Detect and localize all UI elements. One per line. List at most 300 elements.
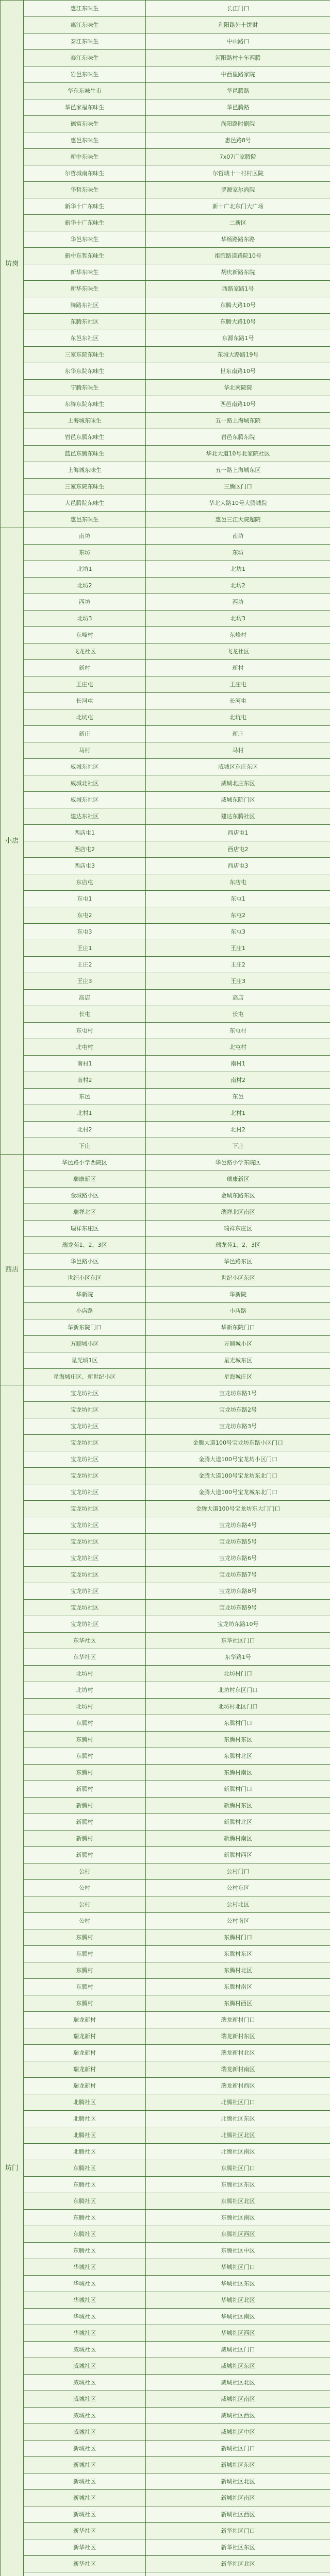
location-cell: 东腾村北区 — [146, 1748, 330, 1765]
area-cell: 长屯 — [24, 1006, 146, 1023]
area-cell: 北坊村 — [24, 1699, 146, 1715]
table-row — [1, 264, 330, 281]
table-row — [1, 149, 330, 165]
table-row — [1, 874, 330, 891]
area-cell: 南村1 — [24, 1056, 146, 1072]
area-cell: 威城社区 — [24, 2358, 146, 2375]
table-row — [1, 841, 330, 858]
location-cell: 尚阳路时刷院 — [146, 116, 330, 132]
table-row — [1, 1880, 330, 1896]
table-row — [1, 940, 330, 957]
table-row — [1, 1715, 330, 1732]
area-cell: 泰江东味生 — [24, 50, 146, 66]
location-cell: 华城社区门口 — [146, 2259, 330, 2276]
location-cell: 华北南院院 — [146, 380, 330, 396]
table-row — [1, 1468, 330, 1484]
table-row — [1, 2424, 330, 2441]
area-cell: 威城社区 — [24, 2408, 146, 2424]
location-cell: 祖院路道路院10号 — [146, 248, 330, 264]
location-cell: 小店路 — [146, 1303, 330, 1319]
table-row — [1, 2342, 330, 2358]
location-cell: 新腾村门口 — [146, 1781, 330, 1798]
area-cell: 东腾社区 — [24, 2177, 146, 2193]
location-cell: 东华社区门口 — [146, 1633, 330, 1649]
table-row — [1, 1847, 330, 1863]
location-cell: 华杨路路东路 — [146, 231, 330, 248]
area-cell: 新村 — [24, 660, 146, 676]
area-cell: 东腾村 — [24, 1962, 146, 1979]
location-cell: 东腾村南区 — [146, 1979, 330, 1995]
area-cell: 华新东院门口 — [24, 1319, 146, 1336]
table-row — [1, 462, 330, 479]
table-row — [1, 50, 330, 66]
area-cell: 北坊1 — [24, 561, 146, 578]
area-cell: 宝龙坊社区 — [24, 1550, 146, 1567]
location-cell: 新华社区北区 — [146, 2556, 330, 2572]
area-cell: 惠邑东味生 — [24, 132, 146, 149]
table-row — [1, 330, 330, 347]
table-row — [1, 1616, 330, 1633]
table-row — [1, 578, 330, 594]
location-cell: 金腾大道100号宝龙坊小区门口 — [146, 1451, 330, 1468]
area-cell: 东店屯 — [24, 874, 146, 891]
location-cell: 金腾大道100号宝龙坊东路小区门口 — [146, 1435, 330, 1451]
area-cell: 上海城东味生 — [24, 413, 146, 429]
table-row — [1, 957, 330, 973]
area-cell: 华新院 — [24, 1286, 146, 1303]
area-cell: 西店屯1 — [24, 825, 146, 841]
area-cell: 宝龙坊社区 — [24, 1385, 146, 1402]
area-cell: 北村1 — [24, 1105, 146, 1122]
table-row — [1, 1666, 330, 1682]
table-row — [1, 281, 330, 297]
area-cell: 宝龙坊社区 — [24, 1616, 146, 1633]
table-row — [1, 891, 330, 907]
area-cell: 新华东味生 — [24, 281, 146, 297]
area-cell: 西店屯3 — [24, 858, 146, 874]
location-cell: 世纪小区东区 — [146, 1270, 330, 1286]
table-row — [1, 1863, 330, 1880]
table-row — [1, 2045, 330, 2061]
location-cell: 东腾社区中区 — [146, 2243, 330, 2259]
table-row — [1, 2309, 330, 2325]
table-row — [1, 1600, 330, 1616]
location-cell: 北坊3 — [146, 611, 330, 627]
area-cell: 东腾社区 — [24, 2243, 146, 2259]
area-cell: 东华东院东味生 — [24, 363, 146, 380]
table-row — [1, 528, 330, 545]
area-cell: 宝龙坊社区 — [24, 1402, 146, 1418]
area-cell: 新庄 — [24, 726, 146, 742]
area-cell: 东腾村 — [24, 1929, 146, 1946]
location-cell: 万顺城小区 — [146, 1336, 330, 1352]
area-cell: 宝龙坊社区 — [24, 1451, 146, 1468]
area-cell: 威城社区 — [24, 2375, 146, 2391]
table-row — [1, 1204, 330, 1221]
location-cell: 东腾大路10号 — [146, 297, 330, 314]
location-cell: 北坊村门口 — [146, 1666, 330, 1682]
area-cell: 公村 — [24, 1880, 146, 1896]
location-cell: 东腾村门口 — [146, 1929, 330, 1946]
table-row — [1, 66, 330, 83]
table-row — [1, 792, 330, 808]
area-cell: 北坊3 — [24, 611, 146, 627]
table-row — [1, 1699, 330, 1715]
table-row — [1, 1798, 330, 1814]
table-row — [1, 1567, 330, 1583]
area-cell: 宝龙坊社区 — [24, 1583, 146, 1600]
table-row — [1, 676, 330, 693]
table-row — [1, 2028, 330, 2045]
area-cell: 瑞龙新村 — [24, 2078, 146, 2094]
location-cell: 北坊1 — [146, 561, 330, 578]
location-cell: 瑞祥东庄区 — [146, 1221, 330, 1237]
table-row — [1, 2111, 330, 2127]
area-cell: 新腾村 — [24, 1814, 146, 1831]
area-cell: 新中东味生 — [24, 149, 146, 165]
location-cell: 华新院 — [146, 1286, 330, 1303]
location-cell: 东腾社区门口 — [146, 2160, 330, 2177]
location-cell: 东腾村西区 — [146, 1995, 330, 2012]
area-cell: 东腾村 — [24, 1979, 146, 1995]
area-cell: 北腾社区 — [24, 2127, 146, 2144]
location-cell: 华城社区南区 — [146, 2309, 330, 2325]
table-row — [1, 1765, 330, 1781]
location-cell: 北坊2 — [146, 578, 330, 594]
area-cell: 公村 — [24, 1863, 146, 1880]
area-cell: 东腾社区 — [24, 2226, 146, 2243]
area-cell: 华城社区 — [24, 2259, 146, 2276]
area-cell: 华城社区 — [24, 2325, 146, 2342]
location-cell: 西店屯3 — [146, 858, 330, 874]
area-cell: 王庄1 — [24, 940, 146, 957]
location-cell: 长江门口 — [146, 1, 330, 17]
location-cell: 飞龙社区 — [146, 643, 330, 660]
area-cell: 东腾村 — [24, 1995, 146, 2012]
area-cell: 宝龙坊社区 — [24, 1534, 146, 1550]
location-cell: 王庄屯 — [146, 676, 330, 693]
table-row — [1, 2210, 330, 2226]
table-row — [1, 1056, 330, 1072]
location-cell: 威城社区北区 — [146, 2375, 330, 2391]
location-cell: 东屯1 — [146, 891, 330, 907]
location-cell: 东屯2 — [146, 907, 330, 924]
location-cell: 宝龙坊东路3号 — [146, 1418, 330, 1435]
table-row — [1, 2325, 330, 2342]
table-row — [1, 2457, 330, 2473]
area-cell: 宝龙坊社区 — [24, 1484, 146, 1501]
location-cell: 东腾大路10号 — [146, 314, 330, 330]
location-cell: 华北大路10号大腾城院 — [146, 495, 330, 512]
table-row — [1, 1929, 330, 1946]
location-cell: 中西里路家院 — [146, 66, 330, 83]
location-cell: 罗源家尔尚院 — [146, 182, 330, 198]
location-cell: 东店屯 — [146, 874, 330, 891]
location-cell: 河阳路村十年西腾 — [146, 50, 330, 66]
location-cell: 金腾大道100号宝龙坊东大门门口 — [146, 1501, 330, 1517]
location-cell: 华邑路东区 — [146, 1253, 330, 1270]
area-cell: 北坑屯 — [24, 709, 146, 726]
table-row — [1, 17, 330, 33]
location-cell: 星光城东区 — [146, 1352, 330, 1369]
table-row — [1, 2441, 330, 2457]
area-cell: 惠江东味生 — [24, 17, 146, 33]
table-row — [1, 2556, 330, 2572]
location-cell: 瑞龙新村门口 — [146, 2012, 330, 2028]
table-row — [1, 2226, 330, 2243]
table-row — [1, 2177, 330, 2193]
location-cell: 东坊 — [146, 545, 330, 561]
table-row — [1, 545, 330, 561]
table-row — [1, 2243, 330, 2259]
area-cell: 瑞龙新村 — [24, 2012, 146, 2028]
table-row — [1, 1369, 330, 1385]
table-row — [1, 808, 330, 825]
area-cell: 北村2 — [24, 1122, 146, 1138]
table-row — [1, 231, 330, 248]
area-cell: 新腾村 — [24, 1798, 146, 1814]
area-cell: 金城路小区 — [24, 1188, 146, 1204]
area-cell: 新华十广东味生 — [24, 215, 146, 231]
location-cell: 华邑腾路 — [146, 83, 330, 99]
table-row — [1, 643, 330, 660]
area-cell — [24, 2572, 146, 2576]
location-cell: 北腾社区东区 — [146, 2111, 330, 2127]
area-cell: 新中东哲东味生 — [24, 248, 146, 264]
district-cell: 西店 — [1, 1155, 24, 1385]
area-cell: 东屯2 — [24, 907, 146, 924]
location-cell: 东腾社区东区 — [146, 2177, 330, 2193]
area-cell: 东华社区 — [24, 1649, 146, 1666]
location-cell: 新城社区门口 — [146, 2441, 330, 2457]
location-cell: 东屯3 — [146, 924, 330, 940]
table-row — [1, 248, 330, 264]
table-row — [1, 2193, 330, 2210]
area-cell: 王庄3 — [24, 973, 146, 990]
area-cell: 马村 — [24, 742, 146, 759]
table-row — [1, 973, 330, 990]
table-row — [1, 1451, 330, 1468]
table-row — [1, 742, 330, 759]
area-cell: 东腾村 — [24, 1946, 146, 1962]
location-cell: 胡庆新路东院 — [146, 264, 330, 281]
table-row — [1, 825, 330, 841]
area-cell: 惠邑东味生 — [24, 512, 146, 528]
area-cell: 新华社区 — [24, 2523, 146, 2539]
location-cell: 瑞龙新村东区 — [146, 2028, 330, 2045]
area-cell: 华邑东味生 — [24, 231, 146, 248]
table-row — [1, 1303, 330, 1319]
table-row — [1, 2012, 330, 2028]
location-cell: 东腾村东区 — [146, 1946, 330, 1962]
location-cell: 威城社区南区 — [146, 2391, 330, 2408]
table-row — [1, 1435, 330, 1451]
table-row — [1, 1946, 330, 1962]
table-row — [1, 1913, 330, 1929]
location-cell: 7x07广家腾院 — [146, 149, 330, 165]
location-cell: 王庄2 — [146, 957, 330, 973]
location-cell: 东腾社区北区 — [146, 2193, 330, 2210]
location-cell: 南坊 — [146, 528, 330, 545]
area-cell: 三室东院东味生 — [24, 347, 146, 363]
location-cell: 公村东区 — [146, 1880, 330, 1896]
table-row — [1, 1402, 330, 1418]
table-row — [1, 182, 330, 198]
location-cell: 瑞龙新村南区 — [146, 2061, 330, 2078]
location-cell: 新十广北东门大广场 — [146, 198, 330, 215]
table-row — [1, 446, 330, 462]
location-cell: 新庄 — [146, 726, 330, 742]
table-row — [1, 83, 330, 99]
area-cell: 王庄屯 — [24, 676, 146, 693]
location-cell: 北村2 — [146, 1122, 330, 1138]
table-row — [1, 1039, 330, 1056]
area-cell: 公村 — [24, 1896, 146, 1913]
area-cell: 瑞祥东庄区 — [24, 1221, 146, 1237]
area-cell: 新腾村 — [24, 1831, 146, 1847]
table-row — [1, 660, 330, 676]
location-cell: 金腾大道100号宝龙坊东北门口 — [146, 1468, 330, 1484]
table-row — [1, 1072, 330, 1089]
location-cell: 王庄1 — [146, 940, 330, 957]
location-cell: 新腾村南区 — [146, 1831, 330, 1847]
area-cell: 西坊 — [24, 594, 146, 611]
table-row — [1, 2160, 330, 2177]
location-cell: 王庄3 — [146, 973, 330, 990]
table-row — [1, 1253, 330, 1270]
location-cell: 北坊村北区门口 — [146, 1699, 330, 1715]
location-cell: 华邑腾路 — [146, 99, 330, 116]
location-cell: 东腾社区南区 — [146, 2210, 330, 2226]
location-cell: 东邑 — [146, 1089, 330, 1105]
location-cell: 南村2 — [146, 1072, 330, 1089]
table-row — [1, 1122, 330, 1138]
location-cell: 长屯 — [146, 1006, 330, 1023]
area-cell: 威城社区 — [24, 2424, 146, 2441]
table-row — [1, 1023, 330, 1039]
table-row — [1, 2127, 330, 2144]
area-cell: 瑞祥北区 — [24, 1204, 146, 1221]
area-cell: 三室东院东味生 — [24, 479, 146, 495]
location-cell: 金腾大道100号宝龙城东北门口 — [146, 1484, 330, 1501]
table-row — [1, 363, 330, 380]
area-cell: 东邑东社区 — [24, 330, 146, 347]
location-cell: 瑞龙新村北区 — [146, 2045, 330, 2061]
table-row — [1, 2061, 330, 2078]
area-cell: 东腾村 — [24, 1715, 146, 1732]
location-cell: 北腾社区北区 — [146, 2127, 330, 2144]
area-cell: 华邑路小区 — [24, 1253, 146, 1270]
area-cell: 东屯村 — [24, 1023, 146, 1039]
area-cell: 威城社区 — [24, 2391, 146, 2408]
location-cell: 东华路1号 — [146, 1649, 330, 1666]
table-row — [1, 429, 330, 446]
area-cell: 星海城庄区、新世纪小区 — [24, 1369, 146, 1385]
location-cell: 西坊 — [146, 594, 330, 611]
area-cell: 瑞龙新村 — [24, 2045, 146, 2061]
location-cell — [146, 2572, 330, 2576]
location-cell: 公村南区 — [146, 1913, 330, 1929]
table-row — [1, 1418, 330, 1435]
location-cell: 星海城庄区 — [146, 1369, 330, 1385]
location-cell: 西路家路1号 — [146, 281, 330, 297]
location-cell: 建达东腾社区 — [146, 808, 330, 825]
table-row — [1, 1583, 330, 1600]
area-cell: 新城社区 — [24, 2473, 146, 2490]
area-cell: 东峰村 — [24, 627, 146, 643]
location-cell: 西邑南路10号 — [146, 396, 330, 413]
area-cell: 高店 — [24, 990, 146, 1006]
area-cell: 小店路 — [24, 1303, 146, 1319]
table-row — [1, 1188, 330, 1204]
location-cell: 华邑路小学东院区 — [146, 1155, 330, 1171]
area-cell: 华城社区 — [24, 2276, 146, 2292]
area-cell: 瑞龙苑1、2、3区 — [24, 1237, 146, 1253]
table-row — [1, 2375, 330, 2391]
location-cell: 宝龙坊东路2号 — [146, 1402, 330, 1418]
table-row — [1, 1814, 330, 1831]
location-cell: 威城社区中区 — [146, 2424, 330, 2441]
table-row — [1, 2276, 330, 2292]
location-cell: 华北大道10号北家院社区 — [146, 446, 330, 462]
area-cell: 泰江东味生 — [24, 33, 146, 50]
table-row — [1, 297, 330, 314]
location-cell: 宝龙坊东路8号 — [146, 1583, 330, 1600]
area-cell: 威城东社区 — [24, 759, 146, 775]
location-cell: 东峰村 — [146, 627, 330, 643]
location-cell: 北村1 — [146, 1105, 330, 1122]
area-cell: 岩邑东腾东味生 — [24, 429, 146, 446]
area-cell: 新华东味生 — [24, 264, 146, 281]
location-cell: 中山路口 — [146, 33, 330, 50]
table-row — [1, 215, 330, 231]
table-row — [1, 1, 330, 17]
location-cell: 东腾村东区 — [146, 1732, 330, 1748]
table-row — [1, 132, 330, 149]
location-cell: 新城社区南区 — [146, 2490, 330, 2506]
table-row — [1, 1748, 330, 1765]
table-row — [1, 1385, 330, 1402]
location-cell: 五一路上海城东区 — [146, 462, 330, 479]
area-cell: 万顺城小区 — [24, 1336, 146, 1352]
table-row — [1, 907, 330, 924]
table-row — [1, 561, 330, 578]
area-cell: 上海城东味生 — [24, 462, 146, 479]
area-cell: 新城社区 — [24, 2441, 146, 2457]
location-cell: 宝龙坊东路4号 — [146, 1517, 330, 1534]
location-cell: 东腾村门口 — [146, 1715, 330, 1732]
location-cell: 东城大路路19号 — [146, 347, 330, 363]
location-cell: 北坑屯 — [146, 709, 330, 726]
location-cell: 新城社区北区 — [146, 2473, 330, 2490]
area-cell: 北坊村 — [24, 1666, 146, 1682]
area-cell: 华哲东味生 — [24, 182, 146, 198]
location-cell: 岩邑东腾东院 — [146, 429, 330, 446]
location-cell: 世东南路10号 — [146, 363, 330, 380]
location-cell: 新腾村西区 — [146, 1847, 330, 1863]
location-cell: 北腾社区南区 — [146, 2144, 330, 2160]
area-cell: 南村2 — [24, 1072, 146, 1089]
area-cell: 东腾社区 — [24, 2160, 146, 2177]
table-row — [1, 380, 330, 396]
table-row — [1, 2078, 330, 2094]
area-cell: 北腾社区 — [24, 2094, 146, 2111]
table-row — [1, 116, 330, 132]
location-cell: 东腾村南区 — [146, 1765, 330, 1781]
table-row — [1, 33, 330, 50]
location-cell: 公村门口 — [146, 1863, 330, 1880]
area-cell: 建达东社区 — [24, 808, 146, 825]
